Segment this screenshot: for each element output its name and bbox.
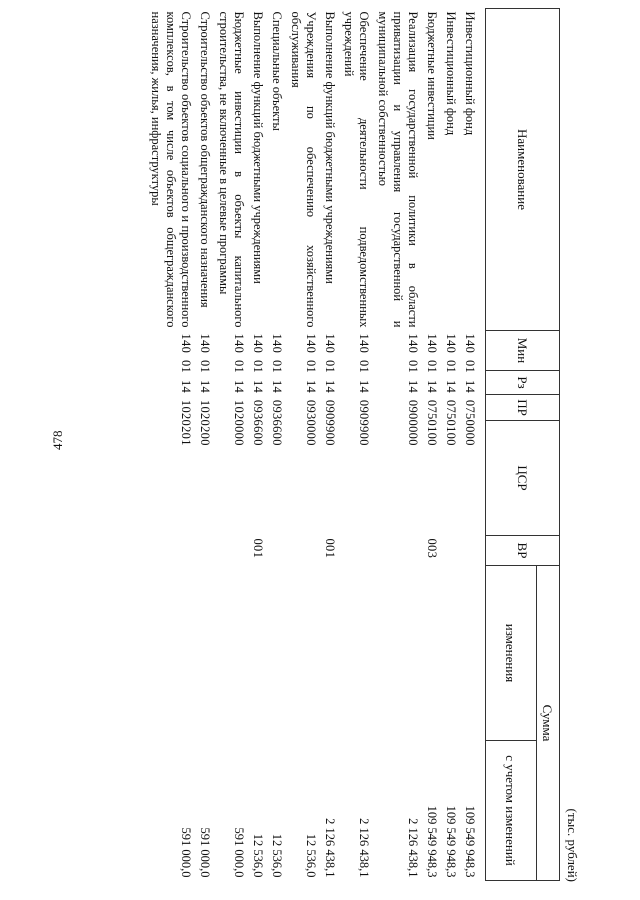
row-change [422,566,441,741]
row-code: 140 01 14 0936600 [251,333,265,446]
row-name: Строительство объектов социального и производственного комплексов, в том числе объектов общегражданского назначения, жилья, инфраструктуры [149,11,193,328]
row-total: 109 549 948,3 [463,805,477,878]
row-vr [146,536,195,566]
row-vr [373,536,422,566]
row-name: Бюджетные инвестиции в объекты капитального строительства, не включенные в целевые программы [217,11,246,328]
row-code: 140 01 14 0750000 [463,333,477,446]
row-vr [267,536,286,566]
unit-note: (тыс. рублей) [565,808,580,882]
row-change [286,566,320,741]
row-code: 140 01 14 1020200 [198,333,212,446]
rotated-page [70,8,580,888]
row-code: 140 01 14 0936600 [270,333,284,446]
row-name: Обеспечение деятельности подведомственных учреждений [342,11,371,328]
row-change [460,566,486,741]
budget-table [146,8,560,881]
row-change [320,566,339,741]
row-code: 140 01 14 0900000 [406,333,420,446]
row-change [339,566,373,741]
row-name: Выполнение функций бюджетными учреждениями [251,11,265,284]
row-vr [339,536,373,566]
row-code: 140 01 14 1020201 [179,333,193,446]
header-pr: ПР [486,395,560,421]
row-vr [195,536,214,566]
row-total: 2 126 438,1 [323,818,337,878]
row-change [267,566,286,741]
table-row [373,9,422,881]
table-row [441,9,460,881]
row-change [146,566,195,741]
row-vr [460,536,486,566]
table-row [195,9,214,881]
row-total: 12 536,0 [270,833,284,878]
header-sum: Сумма [537,566,560,881]
row-vr [441,536,460,566]
row-total: 2 126 438,1 [357,818,371,878]
table-row [248,9,267,881]
row-vr: 003 [425,538,439,559]
row-total: 591 000,0 [232,827,246,878]
header-name: Наименование [486,9,560,331]
row-name: Выполнение функций бюджетными учреждениями [323,11,337,284]
row-name: Специальные объекты [270,11,284,131]
row-total: 109 549 948,3 [444,805,458,878]
table-row [460,9,486,881]
table-row [286,9,320,881]
row-code: 140 01 14 0750100 [425,333,439,446]
table-body [146,9,486,881]
row-change [248,566,267,741]
row-change [441,566,460,741]
row-name: Бюджетные инвестиции [425,11,439,140]
row-vr [286,536,320,566]
row-code: 140 01 14 0750100 [444,333,458,446]
row-total: 12 536,0 [304,833,318,878]
row-vr: 001 [251,538,265,559]
table-row [214,9,248,881]
row-total: 591 000,0 [179,827,193,878]
page-number: 478 [50,430,65,450]
row-change [214,566,248,741]
row-vr: 001 [323,538,337,559]
row-vr [214,536,248,566]
row-total: 2 126 438,1 [406,818,420,878]
table-row [320,9,339,881]
table-row [146,9,195,881]
row-total: 109 549 948,3 [425,805,439,878]
row-code: 140 01 14 0909900 [357,333,371,446]
header-vr: ВР [486,536,560,566]
header-csr: ЦСР [486,421,560,536]
row-total: 591 000,0 [198,827,212,878]
header-with-changes: с учетом изменений [486,741,537,881]
row-name: Инвестиционный фонд [444,11,458,136]
row-code: 140 01 14 0909900 [323,333,337,446]
row-change [195,566,214,741]
row-code: 140 01 14 1020000 [232,333,246,446]
header-min: Мин [486,331,560,371]
row-name: Реализация государственной политики в области приватизации и управления государственной и муниципальной собственностью [376,11,420,328]
row-code: 140 01 14 0930000 [304,333,318,446]
row-change [373,566,422,741]
header-changes: изменения [486,566,537,741]
table-row [422,9,441,881]
row-name: Строительство объектов общегражданского назначения [198,11,212,308]
table-row [267,9,286,881]
row-total: 12 536,0 [251,833,265,878]
row-name: Учреждения по обеспечению хозяйственного обслуживания [289,11,318,328]
row-name: Инвестиционный фонд [463,11,477,136]
table-row [339,9,373,881]
header-rz: Рз [486,371,560,395]
